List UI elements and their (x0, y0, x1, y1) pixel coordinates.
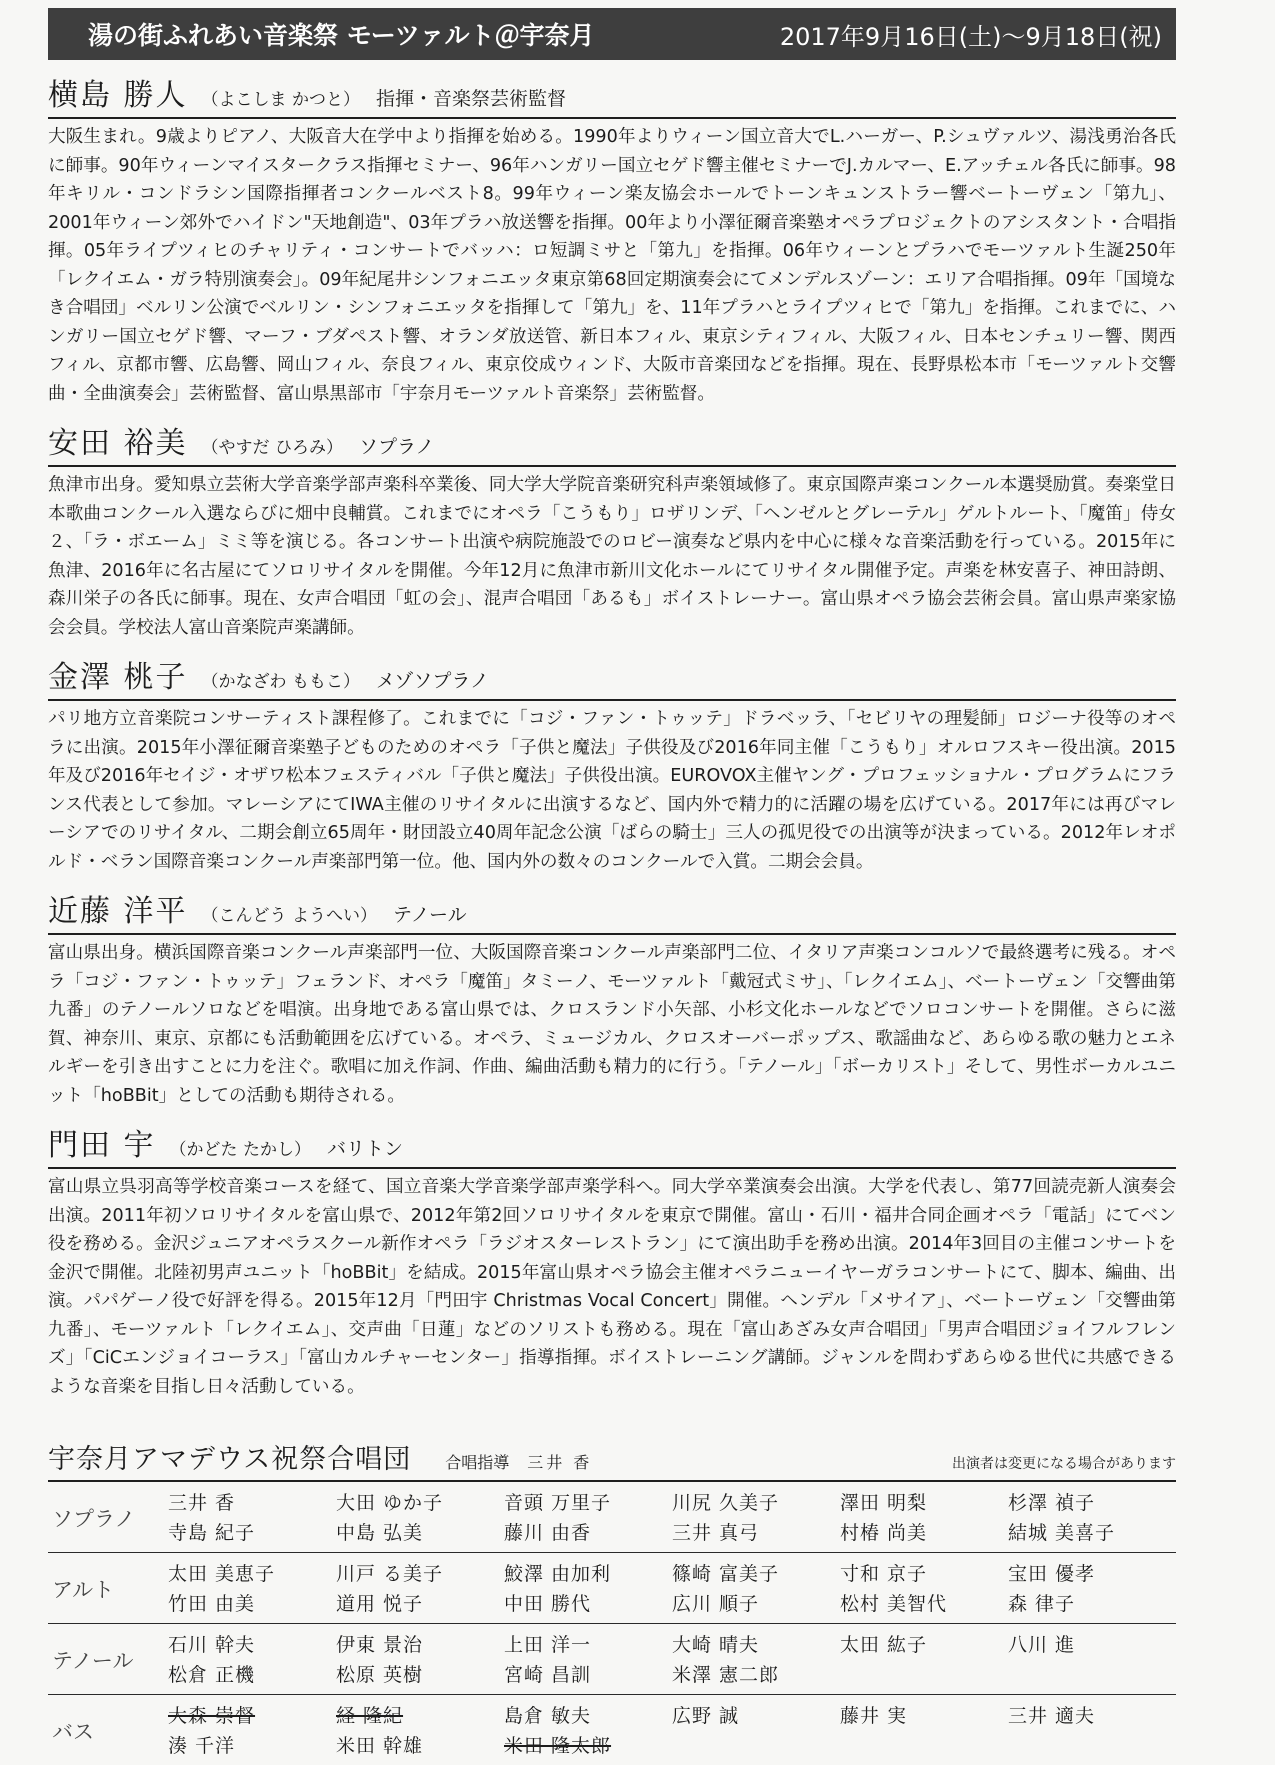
performer-role: テノール (392, 904, 467, 926)
choir-member-name (1008, 1731, 1176, 1761)
choir-member-name: 村椿 尚美 (840, 1522, 928, 1544)
voice-part-row (48, 1695, 1176, 1765)
choir-member-name: 寺島 紀子 (168, 1522, 256, 1544)
choir-member-name: 米田 隆太郎 (504, 1735, 612, 1757)
bio-section (48, 1120, 1176, 1401)
choir-member-name: 湊 千洋 (168, 1735, 236, 1757)
choir-member-name (1008, 1660, 1176, 1690)
performer-role: メゾソプラノ (375, 670, 489, 692)
choir-member-name: 音頭 万里子 (504, 1492, 612, 1514)
performer-name: 金澤 桃子 (48, 660, 188, 695)
bio-header (48, 652, 1176, 701)
choir-member-name: 三井 香 (168, 1492, 236, 1514)
bio-header (48, 70, 1176, 119)
choir-member-name: 三井 適夫 (1008, 1705, 1096, 1727)
voice-part-label: ソプラノ (52, 1507, 136, 1531)
bio-section (48, 418, 1176, 642)
festival-dates: 2017年9月16日(土)～9月18日(祝) (779, 22, 1162, 51)
performer-reading: （かどた たかし） (169, 1140, 311, 1160)
bio-header (48, 1120, 1176, 1169)
choir-member-name: 経 隆紀 (336, 1705, 404, 1727)
performer-role: 指揮・音楽祭芸術監督 (375, 88, 566, 110)
choir-member-name: 上田 洋一 (504, 1634, 592, 1656)
choir-member-name: 杉澤 禎子 (1008, 1492, 1096, 1514)
choir-member-name: 竹田 由美 (168, 1593, 256, 1615)
bio-header (48, 418, 1176, 467)
performer-reading: （やすだ ひろみ） (201, 438, 343, 458)
bio-header (48, 886, 1176, 935)
performer-role: バリトン (326, 1138, 403, 1160)
flyer-page (48, 8, 1176, 1765)
choir-member-name: 八川 進 (1008, 1634, 1076, 1656)
choir-member-name: 松村 美智代 (840, 1593, 948, 1615)
festival-header (48, 8, 1176, 60)
performer-reading: （こんどう ようへい） (201, 906, 377, 926)
voice-part-row (48, 1624, 1176, 1695)
performer-biography: 富山県出身。横浜国際音楽コンクール声楽部門一位、大阪国際音楽コンクール声楽部門二位、イタリア声楽コンコルソで最終選考に残る。オペラ「コジ・ファン・トゥッテ」フェランド、オペラ「魔笛」タミーノ、モーツァルト「戴冠式ミサ」、「レクイエム」、ベートーヴェン「交響曲第九番」のテノールソロなどを唱演。出身地である富山県では、クロスランド小矢部、小杉文化ホールなどでソロコンサートを開催。さらに滋賀、神奈川、東京、京都にも活動範囲を広げている。オペラ、ミュージカル、クロスオーバーポップス、歌謡曲など、あらゆる歌の魅力とエネルギーを引き出すことに力を注ぐ。歌唱に加え作詞、作曲、編曲活動も精力的に行う。「テノール」「ボーカリスト」そして、男性ボーカルユニット「hoBBit」としての活動も期待される。 (48, 943, 1176, 1106)
performer-biography: 富山県立呉羽高等学校音楽コースを経て、国立音楽大学音楽学部声楽学科へ。同大学卒業演奏会出演。大学を代表し、第77回読売新人演奏会出演。2011年初ソロリサイタルを富山県で、2012年第2回ソロリサイタルを東京で開催。富山・石川・福井合同企画オペラ「電話」にてベン役を務める。金沢ジュニアオペラスクール新作オペラ「ラジオスターレストラン」にて演出助手を務め出演。2014年3回目の主催コンサートを金沢で開催。北陸初男声ユニット「hoBBit」を結成。2015年富山県オペラ協会主催オペラニューイヤーガラコンサートにて、脚本、編曲、出演。パパゲーノ役で好評を得る。2015年12月「門田宇 Christmas Vocal Concert」開催。ヘンデル「メサイア」、ベートーヴェン「交響曲第九番」、モーツァルト「レクイエム」、交声曲「日蓮」などのソリストも務める。現在「富山あざみ女声合唱団」「男声合唱団ジョイフルフレンズ」「CiCエンジョイコーラス」「富山カルチャーセンター」指導指揮。ボイストレーニング講師。ジャンルを問わずあらゆる世代に共感できるような音楽を目指し日々活動している。 (48, 1177, 1176, 1397)
choir-section (48, 1437, 1176, 1765)
choir-member-name: 米田 幹雄 (336, 1735, 424, 1757)
choir-member-name: 島倉 敏夫 (504, 1705, 592, 1727)
choir-member-name: 篠崎 富美子 (672, 1563, 780, 1585)
performer-name: 門田 宇 (48, 1128, 156, 1163)
choir-member-name (672, 1731, 840, 1761)
choir-member-name: 広川 順子 (672, 1593, 760, 1615)
choir-member-name: 広野 誠 (672, 1705, 740, 1727)
voice-part-row (48, 1482, 1176, 1553)
choir-member-name: 太田 紘子 (840, 1634, 928, 1656)
performer-biography: 大阪生まれ。9歳よりピアノ、大阪音大在学中より指揮を始める。1990年よりウィーン国立音大でL.ハーガー、P.シュヴァルツ、湯浅勇治各氏に師事。90年ウィーンマイスタークラス指揮セミナー、96年ハンガリー国立セゲド響主催セミナーでJ.カルマー、E.アッチェル各氏に師事。98年キリル・コンドラシン国際指揮者コンクールベスト8。99年ウィーン楽友協会ホールでトーンキュンストラー響ベートーヴェン「第九」、2001年ウィーン郊外でハイドン"天地創造"、03年プラハ放送響を指揮。00年より小澤征爾音楽塾オペラプロジェクトのアシスタント・合唱指揮。05年ライプツィヒのチャリティ・コンサートでバッハ：ロ短調ミサと「第九」を指揮。06年ウィーンとプラハでモーツァルト生誕250年「レクイエム・ガラ特別演奏会」。09年紀尾井シンフォニエッタ東京第68回定期演奏会にてメンデルスゾーン：エリア合唱指揮。09年「国境なき合唱団」ベルリン公演でベルリン・シンフォニエッタを指揮して「第九」を、11年プラハとライプツィヒで「第九」を指揮。これまでに、ハンガリー国立セゲド響、マーフ・ブダペスト響、オランダ放送管、新日本フィル、東京シティフィル、大阪フィル、日本センチュリー響、関西フィル、京都市響、広島響、岡山フィル、奈良フィル、東京佼成ウィンド、大阪市音楽団などを指揮。現在、長野県松本市「モーツァルト交響曲・全曲演奏会」芸術監督、富山県黒部市「宇奈月モーツァルト音楽祭」芸術監督。 (48, 127, 1176, 404)
performer-name: 安田 裕美 (48, 426, 188, 461)
performer-biography: パリ地方立音楽院コンサーティスト課程修了。これまでに「コジ・ファン・トゥッテ」ドラベッラ、「セビリヤの理髪師」ロジーナ役等のオペラに出演。2015年小澤征爾音楽塾子どものためのオペラ「子供と魔法」子供役及び2016年同主催「こうもり」オルロフスキー役出演。2015年及び2016年セイジ・オザワ松本フェスティバル「子供と魔法」子供役出演。EUROVOX主催ヤング・プロフェッショナル・プログラムにフランス代表として参加。マレーシアにてIWA主催のリサイタルに出演するなど、国内外で精力的に活躍の場を広げている。2017年には再びマレーシアでのリサイタル、二期会創立65周年・財団設立40周年記念公演「ばらの騎士」三人の孤児役での出演等が決まっている。2012年レオポルド・ベラン国際音楽コンクール声楽部門第一位。他、国内外の数々のコンクールで入賞。二期会会員。 (48, 709, 1176, 872)
choir-member-name: 鮫澤 由加利 (504, 1563, 612, 1585)
bio-section (48, 70, 1176, 408)
choir-member-name: 川戸 る美子 (336, 1563, 444, 1585)
choir-member-name: 宝田 優孝 (1008, 1563, 1096, 1585)
choir-director-name: 三井 香 (527, 1453, 593, 1472)
voice-part-label: テノール (52, 1649, 134, 1673)
choir-member-name: 結城 美喜子 (1008, 1522, 1116, 1544)
choir-member-name: 米澤 憲二郎 (672, 1664, 780, 1686)
choir-member-name: 石川 幹夫 (168, 1634, 256, 1656)
choir-member-name: 太田 美恵子 (168, 1563, 276, 1585)
performer-name: 近藤 洋平 (48, 894, 188, 929)
performer-name: 横島 勝人 (48, 78, 188, 113)
festival-title: 湯の街ふれあい音楽祭 モーツァルト＠宇奈月 (88, 21, 595, 50)
choir-member-name: 松倉 正機 (168, 1664, 256, 1686)
choir-parts (48, 1482, 1176, 1765)
choir-member-name (840, 1731, 1008, 1761)
choir-member-name: 川尻 久美子 (672, 1492, 780, 1514)
choir-member-name (840, 1660, 1008, 1690)
voice-part-label: アルト (52, 1578, 115, 1602)
choir-member-name: 道用 悦子 (336, 1593, 424, 1615)
performer-reading: （よこしま かつと） (201, 90, 360, 110)
choir-member-name: 藤井 実 (840, 1705, 908, 1727)
choir-member-name: 中島 弘美 (336, 1522, 424, 1544)
voice-part-label: バス (52, 1720, 94, 1744)
choir-member-name: 大森 崇督 (168, 1705, 256, 1727)
cast-change-notice: 出演者は変更になる場合があります (952, 1456, 1176, 1472)
choir-member-name: 寸和 京子 (840, 1563, 928, 1585)
performer-biography: 魚津市出身。愛知県立芸術大学音楽学部声楽科卒業後、同大学大学院音楽研究科声楽領域修了。東京国際声楽コンクール本選奨励賞。奏楽堂日本歌曲コンクール入選ならびに畑中良輔賞。これまでにオペラ「こうもり」ロザリンデ、「ヘンゼルとグレーテル」ゲルトルート、「魔笛」侍女２、「ラ・ボエーム」ミミ等を演じる。各コンサート出演や病院施設でのロビー演奏など県内を中心に様々な音楽活動を行っている。2015年に魚津、2016年に名古屋にてソロリサイタルを開催。今年12月に魚津市新川文化ホールにてリサイタル開催予定。声楽を林安喜子、神田詩朗、森川栄子の各氏に師事。現在、女声合唱団「虹の会」、混声合唱団「あるも」ボイストレーナー。富山県オペラ協会芸術会員。富山県声楽家協会会員。学校法人富山音楽院声楽講師。 (48, 475, 1176, 638)
choir-name: 宇奈月アマデウス祝祭合唱団 (48, 1444, 412, 1475)
voice-part-row (48, 1553, 1176, 1624)
choir-member-name: 伊東 景治 (336, 1634, 424, 1656)
performer-reading: （かなざわ ももこ） (201, 672, 360, 692)
choir-member-name: 松原 英樹 (336, 1664, 424, 1686)
bio-section (48, 652, 1176, 876)
choir-member-name: 澤田 明梨 (840, 1492, 928, 1514)
choir-member-name: 中田 勝代 (504, 1593, 592, 1615)
choir-member-name: 三井 真弓 (672, 1522, 760, 1544)
performer-role: ソプラノ (358, 436, 435, 458)
biographies (48, 70, 1176, 1401)
choir-member-name: 森 律子 (1008, 1593, 1076, 1615)
choir-member-name: 藤川 由香 (504, 1522, 592, 1544)
choir-director-label: 合唱指導 (445, 1453, 510, 1472)
choir-member-name: 大崎 晴夫 (672, 1634, 760, 1656)
choir-header (48, 1437, 1176, 1482)
bio-section (48, 886, 1176, 1110)
choir-member-name: 宮崎 昌訓 (504, 1664, 592, 1686)
choir-member-name: 大田 ゆか子 (336, 1492, 444, 1514)
